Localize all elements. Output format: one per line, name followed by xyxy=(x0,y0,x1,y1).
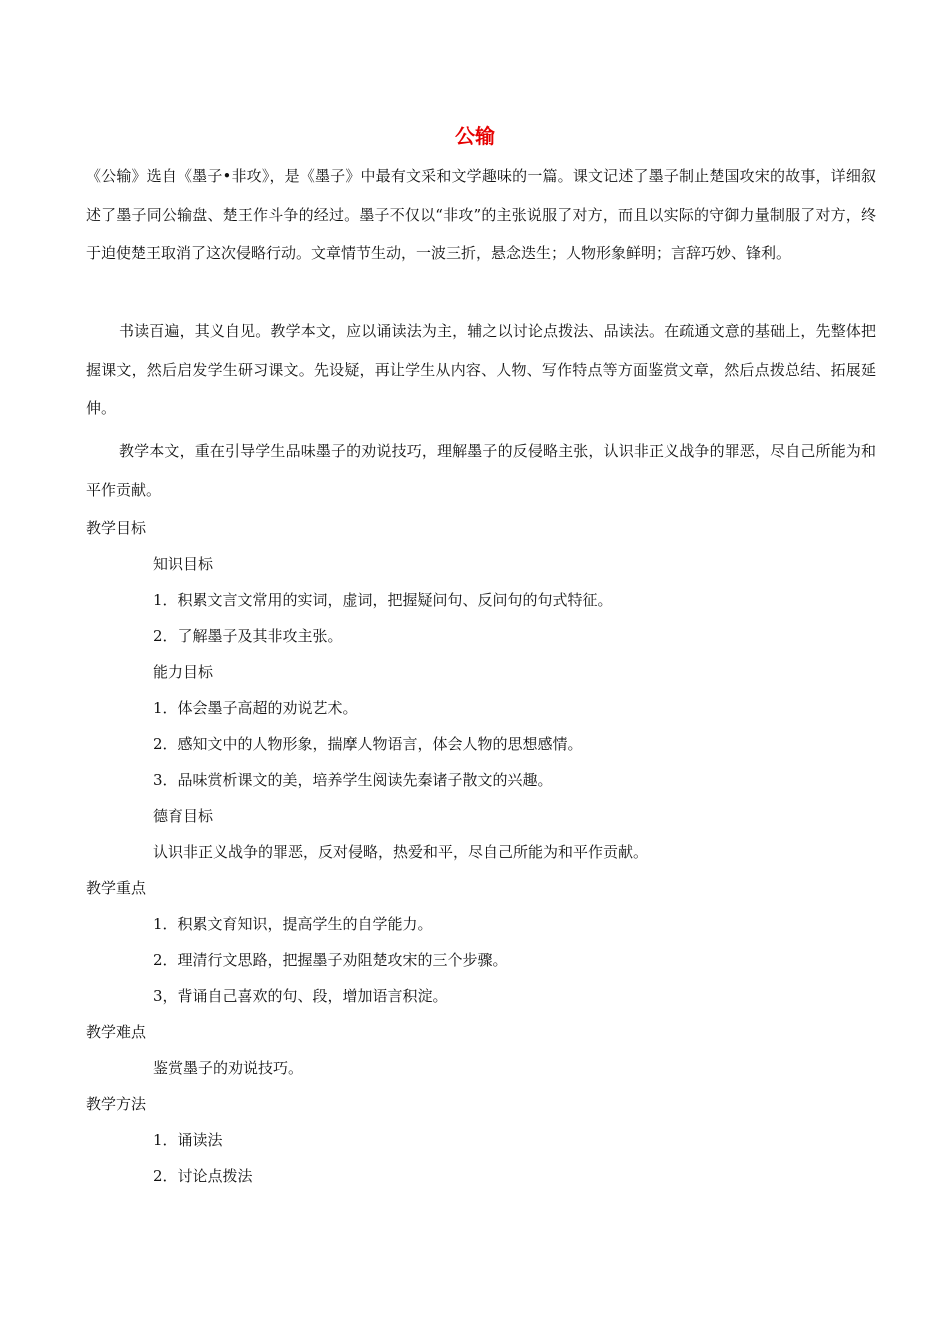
key-point-item: 2．理清行文思路，把握墨子劝阻楚攻宋的三个步骤。 xyxy=(153,951,508,969)
difficulty-text: 鉴赏墨子的劝说技巧。 xyxy=(153,1059,304,1077)
knowledge-item: 2．了解墨子及其非攻主张。 xyxy=(153,627,343,645)
page-title: 公输 xyxy=(455,124,495,148)
difficulty-heading: 教学难点 xyxy=(86,1023,147,1041)
moral-objective-text: 认识非正义战争的罪恶，反对侵略，热爱和平，尽自己所能为和平作贡献。 xyxy=(153,843,649,861)
teaching-approach-paragraph: 书读百遍，其义自见。教学本文，应以诵读法为主，辅之以讨论点拨法、品读法。在疏通文意的基础上，先整体把握课文，然后启发学生研习课文。先设疑，再让学生从内容、人物、写作特点等方面鉴赏文章，然后点拨总结、拓展延伸。 xyxy=(86,322,876,417)
intro-paragraph: 《公输》选自《墨子•非攻》，是《墨子》中最有文采和文学趣味的一篇。课文记述了墨子制止楚国攻宋的故事，详细叙述了墨子同公输盘、楚王作斗争的经过。墨子不仅以“非攻”的主张说服了对方，而且以实际的守御力量制服了对方，终于迫使楚王取消了这次侵略行动。文章情节生动，一波三折，悬念迭生；人物形象鲜明；言辞巧妙、锋利。 xyxy=(86,167,876,262)
method-item: 2．讨论点拨法 xyxy=(153,1167,253,1185)
methods-heading: 教学方法 xyxy=(86,1095,147,1113)
key-point-item: 3，背诵自己喜欢的句、段，增加语言积淀。 xyxy=(153,987,448,1005)
objectives-heading: 教学目标 xyxy=(86,519,147,537)
teaching-focus-paragraph: 教学本文，重在引导学生品味墨子的劝说技巧，理解墨子的反侵略主张，认识非正义战争的罪恶，尽自己所能为和平作贡献。 xyxy=(86,442,876,499)
moral-objectives-heading: 德育目标 xyxy=(153,807,214,825)
ability-item: 1．体会墨子高超的劝说艺术。 xyxy=(153,699,358,717)
ability-item: 2．感知文中的人物形象，揣摩人物语言，体会人物的思想感情。 xyxy=(153,735,583,753)
key-point-item: 1．积累文育知识，提高学生的自学能力。 xyxy=(153,915,433,933)
knowledge-item: 1．积累文言文常用的实词，虚词，把握疑问句、反问句的句式特征。 xyxy=(153,591,613,609)
method-item: 1．诵读法 xyxy=(153,1131,223,1149)
ability-objectives-heading: 能力目标 xyxy=(153,663,214,681)
key-points-heading: 教学重点 xyxy=(86,879,147,897)
ability-item: 3．品味赏析课文的美，培养学生阅读先秦诸子散文的兴趣。 xyxy=(153,771,553,789)
knowledge-objectives-heading: 知识目标 xyxy=(153,555,214,573)
